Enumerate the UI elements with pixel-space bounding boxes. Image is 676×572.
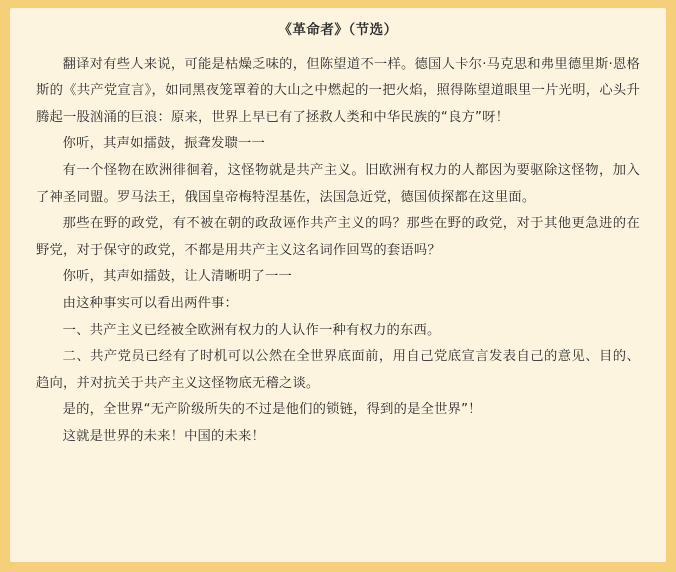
paragraph: 那些在野的政党，有不被在朝的政敌诬作共产主义的吗？那些在野的政党，对于其他更急进的在野党，对于保守的政党，不都是用共产主义这名词作回骂的套语吗？ <box>36 216 640 258</box>
document-card <box>10 8 666 562</box>
paragraph: 一、共产主义已经被全欧洲有权力的人认作一种有权力的东西。 <box>62 322 441 338</box>
paragraph: 是的，全世界“无产阶级所失的不过是他们的锁链，得到的是全世界”！ <box>62 402 482 418</box>
paragraph: 你听，其声如擂鼓，让人清晰明了一一 <box>62 269 293 285</box>
paragraph: 你听，其声如擂鼓，振聋发聩一一 <box>62 136 266 152</box>
paragraph: 二、共产党员已经有了时机可以公然在全世界底面前，用自己党底宣言发表自己的意见、目的、趋向，并对抗关于共产主义这怪物底无稽之谈。 <box>36 349 640 391</box>
paragraph: 翻译对有些人来说，可能是枯燥乏味的，但陈望道不一样。德国人卡尔·马克思和弗里德里斯·恩格斯的《共产党宣言》，如同黑夜笼罩着的大山之中燃起的一把火焰，照得陈望道眼里一片光明，心头升腾起一股汹涌的巨浪：原来，世界上早已有了拯救人类和中华民族的“良方”呀！ <box>36 56 640 125</box>
paragraph: 这就是世界的未来！中国的未来！ <box>62 428 266 444</box>
document-title: 《革命者》（节选） <box>278 22 398 38</box>
paragraph: 由这种事实可以看出两件事： <box>62 295 239 311</box>
paragraph: 有一个怪物在欧洲徘徊着，这怪物就是共产主义。旧欧洲有权力的人都因为要驱除这怪物，加入了神圣同盟。罗马法王，俄国皇帝梅特涅基佐，法国急近党，德国侦探都在这里面。 <box>36 162 640 205</box>
